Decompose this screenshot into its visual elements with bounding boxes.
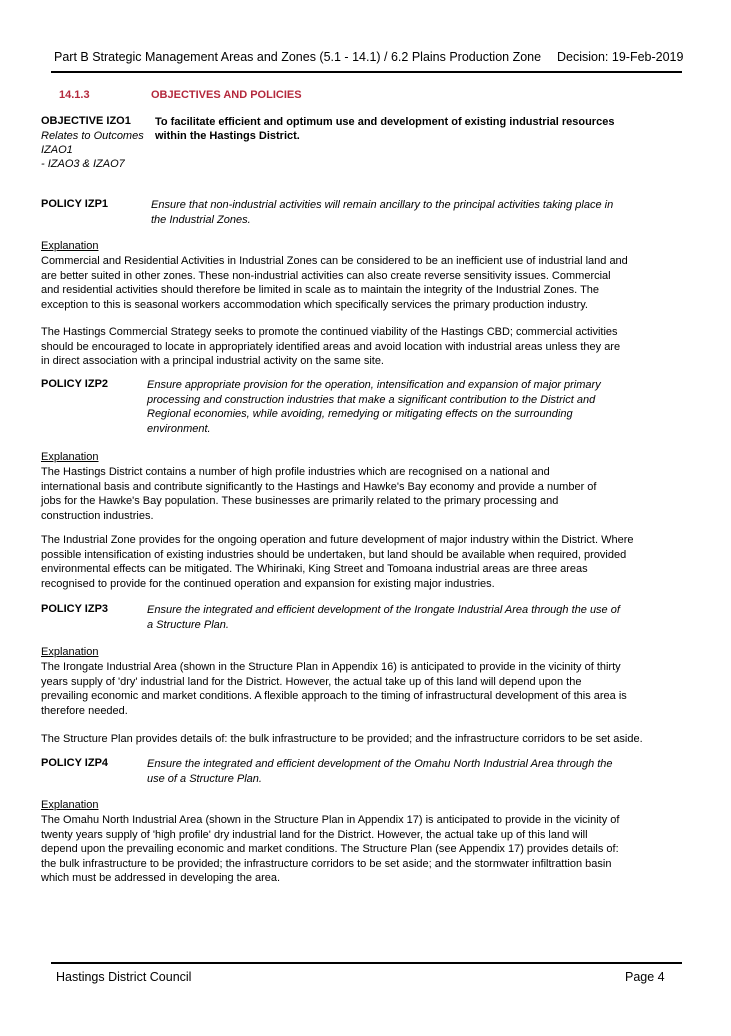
section-title: OBJECTIVES AND POLICIES [151,89,302,101]
paragraph-line: possible intensification of existing industries should be undertaken, but land should be available when required, provided [41,548,627,561]
paragraph-line: twenty years supply of 'high profile' dry industrial land for the District. However, the actual take up of this land will [41,828,588,841]
paragraph-line: environmental effects can be mitigated. The Whirinaki, King Street and Tomoana industrial areas are three areas [41,563,588,575]
paragraph-line: therefore needed. [41,704,128,717]
section-number: 14.1.3 [59,89,90,101]
paragraph-line: The Hastings District contains a number of high profile industries which are recognised on a national and [41,466,550,478]
paragraph-line: the bulk infrastructure to be provided; the infrastructure corridors to be set aside; and the stormwater infiltrattion basin [41,857,612,870]
policy-izp3-line: Ensure the integrated and efficient development of the Irongate Industrial Area through the use of [147,604,620,616]
header-rule [51,71,682,73]
policy-izp4-explanation-heading: Explanation [41,799,99,811]
policy-izp2-paragraph-2 [41,533,681,591]
objective-relates-2: IZAO1 [41,144,73,156]
paragraph-line: The Structure Plan provides details of: the bulk infrastructure to be provided; and the infrastructure corridors to be set aside. [41,733,643,745]
policy-izp2-line: environment. [147,422,211,435]
paragraph-line: recognised to provide for the continued operation and expansion for existing major industries. [41,577,495,590]
paragraph-line: construction industries. [41,509,154,522]
paragraph-line: prevailing economic and market conditions. A flexible approach to the timing of infrastructural development of this area is [41,690,627,702]
policy-izp4-text [147,757,613,786]
objective-relates-3: - IZAO3 & IZAO7 [41,158,125,170]
policy-izp3-paragraph-1 [41,660,681,718]
paragraph-line: and residential activities should therefore be limited in scale as to maintain the integrity of the Industrial Zones. The [41,284,600,296]
policy-izp1-paragraph-2 [41,325,681,369]
policy-izp2-text [147,378,601,436]
policy-izp3-explanation-heading: Explanation [41,646,99,658]
footer-rule [51,962,682,964]
paragraph-line: jobs for the Hawke's Bay population. These businesses are primarily related to the primary processing and [41,495,559,507]
policy-izp4-paragraph-1 [41,813,681,886]
policy-izp2-label: POLICY IZP2 [41,378,109,390]
paragraph-line: The Omahu North Industrial Area (shown in the Structure Plan in Appendix 17) is anticipated to provide in the vicinity of [41,814,620,826]
policy-izp4-label: POLICY IZP4 [41,757,109,769]
paragraph-line: The Industrial Zone provides for the ongoing operation and future development of major industry within the District. Where [41,534,634,546]
policy-izp1-paragraph-1 [41,254,681,312]
policy-izp3-paragraph-2 [41,732,681,747]
objective-relates-1: Relates to Outcomes [41,130,144,142]
policy-izp1-text [151,198,613,227]
policy-izp1-line: the Industrial Zones. [151,213,251,226]
paragraph-line: exception to this is seasonal workers accommodation which specifically services the primary production industry. [41,298,588,311]
policy-izp3-line: a Structure Plan. [147,618,229,631]
paragraph-line: depend upon the prevailing economic and market conditions. The Structure Plan (see Appendix 17) provides details of: [41,843,619,855]
paragraph-line: in direct association with a principal industrial activity on the same site. [41,355,384,367]
policy-izp3-text [147,603,620,632]
policy-izp2-line: Ensure appropriate provision for the operation, intensification and expansion of major primary [147,379,601,391]
header-decision: Decision: 19-Feb-2019 [557,50,684,64]
paragraph-line: which must be addressed in developing the area. [41,872,281,884]
paragraph-line: Commercial and Residential Activities in Industrial Zones can be considered to be an inefficient use of industrial land and [41,255,628,267]
paragraph-line: international basis and contribute significantly to the Hastings and Hawke's Bay economy and provide a number of [41,480,597,493]
policy-izp2-paragraph-1 [41,465,681,523]
policy-izp4-line: Ensure the integrated and efficient development of the Omahu North Industrial Area through the [147,758,613,770]
policy-izp4-line: use of a Structure Plan. [147,772,262,785]
paragraph-line: The Irongate Industrial Area (shown in the Structure Plan in Appendix 16) is anticipated to provide in the vicinity of thirty [41,661,621,673]
policy-izp2-line: Regional economies, while avoiding, remedying or mitigating effects on the surrounding [147,408,573,420]
paragraph-line: The Hastings Commercial Strategy seeks to promote the continued viability of the Hastings CBD; commercial activities [41,326,618,338]
policy-izp1-explanation-heading: Explanation [41,240,99,252]
objective-text-line-1: To facilitate efficient and optimum use and development of existing industrial resources [155,116,615,128]
paragraph-line: years supply of 'dry' industrial land for the District. However, the actual take up of this land will depend upon the [41,675,582,688]
header-title: Part B Strategic Management Areas and Zones (5.1 - 14.1) / 6.2 Plains Production Zone [54,50,542,64]
policy-izp2-explanation-heading: Explanation [41,451,99,463]
paragraph-line: are better suited in other zones. These non-industrial activities can also create reverse sensitivity issues. Commercial [41,269,611,282]
paragraph-line: should be encouraged to locate in appropriately identified areas and avoid location with industrial areas unless they are [41,340,621,353]
policy-izp3-label: POLICY IZP3 [41,603,109,615]
policy-izp1-label: POLICY IZP1 [41,198,109,210]
footer-council: Hastings District Council [56,970,192,984]
policy-izp2-line: processing and construction industries that make a significant contribution to the District and [147,393,596,406]
footer-page-number: Page 4 [625,970,665,984]
objective-label: OBJECTIVE IZO1 [41,115,131,127]
objective-text-line-2: within the Hastings District. [155,130,300,142]
policy-izp1-line: Ensure that non-industrial activities will remain ancillary to the principal activities taking place in [151,199,614,211]
